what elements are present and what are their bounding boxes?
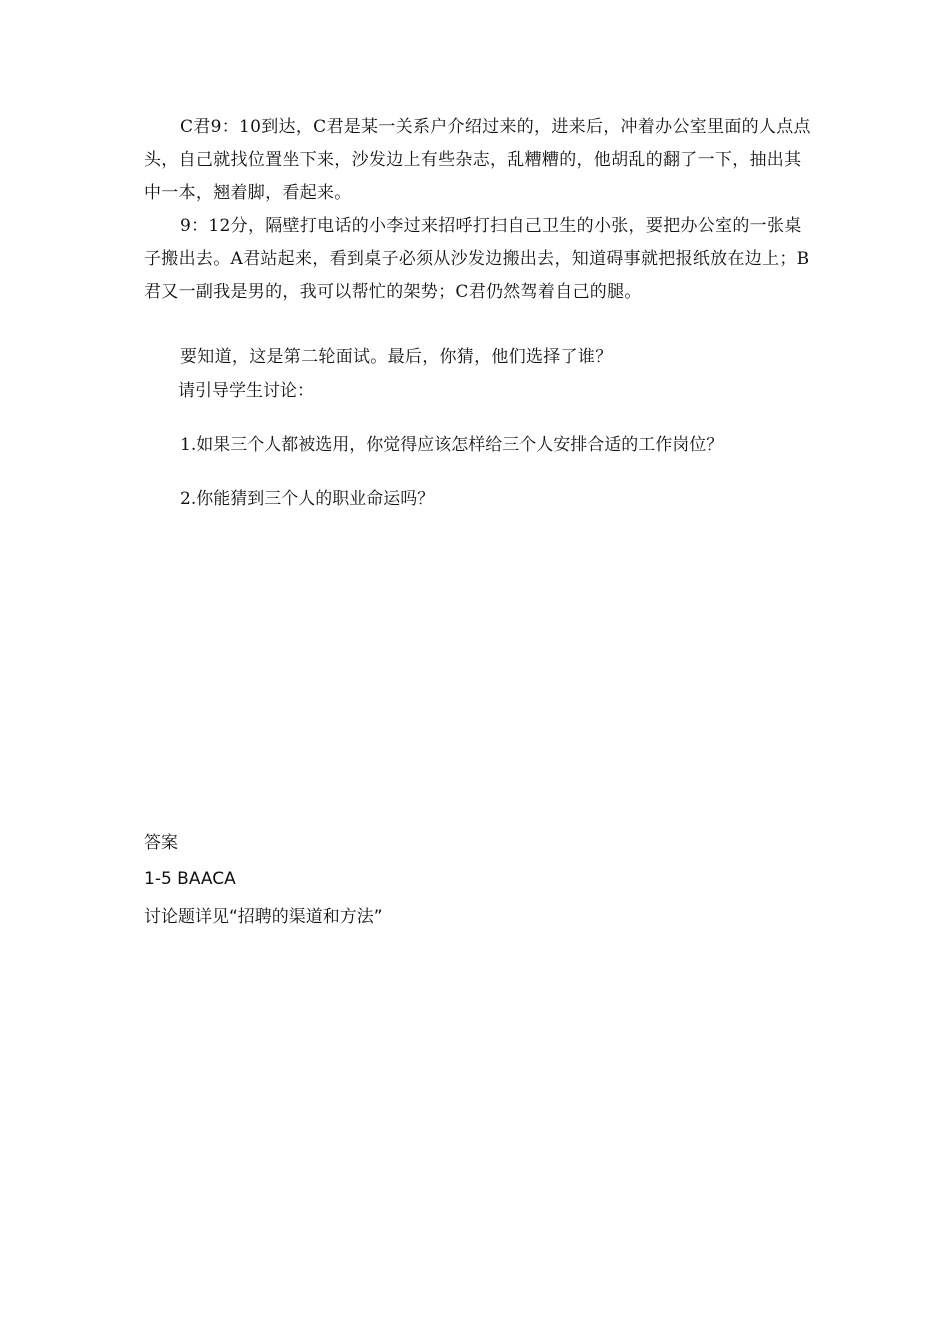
question-text: 你能猜到三个人的职业命运吗？	[196, 489, 435, 509]
discussion-question-1	[180, 430, 723, 460]
question-number: 1.	[180, 435, 197, 455]
discussion-question-2	[180, 484, 434, 514]
case-paragraph-desk-moving: 9：12分，隔壁打电话的小李过来招呼打扫自己卫生的小张，要把办公室的一张桌子搬出去。A君站起来，看到桌子必须从沙发边搬出去，知道碍事就把报纸放在边上；B君又一副我是男的，我可以帮忙的架势；C君仍然驾着自己的腿。	[144, 216, 810, 302]
answers-key: 1-5 BAACA	[144, 869, 236, 889]
case-paragraph-c-arrival: C君9：10到达，C君是某一关系户介绍过来的，进来后，冲着办公室里面的人点点头，自己就找位置坐下来，沙发边上有些杂志，乱糟糟的，他胡乱的翻了一下，抽出其中一本，翘着脚，看起来。	[144, 117, 811, 203]
question-number: 2.	[180, 489, 197, 509]
discussion-heading: 请引导学生讨论：	[178, 381, 314, 401]
answers-title: 答案	[144, 833, 178, 853]
answers-note: 讨论题详见“招聘的渠道和方法”	[144, 907, 383, 927]
case-paragraph-question: 要知道，这是第二轮面试。最后，你猜，他们选择了谁？	[180, 347, 613, 367]
question-text: 如果三个人都被选用，你觉得应该怎样给三个人安排合适的工作岗位？	[196, 435, 724, 455]
